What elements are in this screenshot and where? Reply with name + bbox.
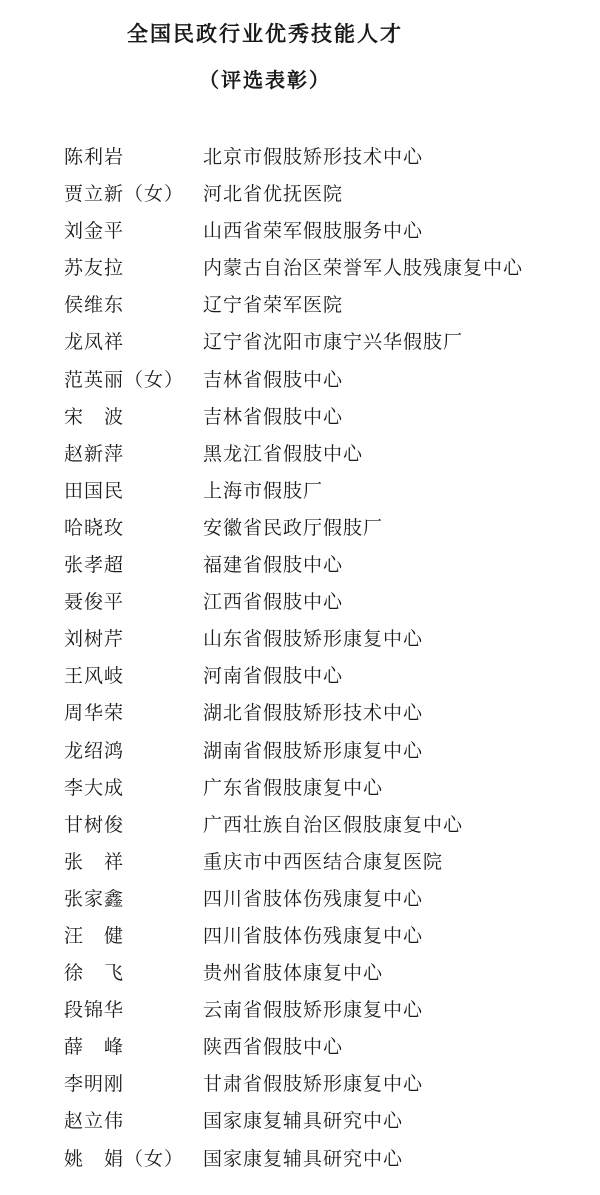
awardee-organization: 广东省假肢康复中心 bbox=[203, 776, 384, 799]
awardee-name: 李大成 bbox=[64, 776, 125, 799]
awardee-name: 张 祥 bbox=[64, 850, 125, 873]
awardee-name: 龙绍鸿 bbox=[64, 739, 125, 762]
awardee-organization: 甘肃省假肢矫形康复中心 bbox=[203, 1073, 424, 1096]
awardee-organization: 安徽省民政厅假肢厂 bbox=[203, 516, 384, 539]
awardee-organization: 福建省假肢中心 bbox=[203, 554, 344, 577]
awardee-organization: 黑龙江省假肢中心 bbox=[203, 442, 364, 465]
list-item bbox=[0, 324, 600, 361]
awardee-name: 赵新萍 bbox=[64, 442, 125, 465]
awardee-organization: 吉林省假肢中心 bbox=[203, 405, 344, 428]
awardee-organization: 山西省荣军假肢服务中心 bbox=[203, 220, 424, 243]
awardee-organization: 辽宁省荣军医院 bbox=[203, 294, 344, 317]
awardee-name: 周华荣 bbox=[64, 702, 125, 725]
awardee-organization: 河南省假肢中心 bbox=[203, 665, 344, 688]
list-item bbox=[0, 1141, 600, 1178]
awardee-name: 张孝超 bbox=[64, 554, 125, 577]
awardee-name: 张家鑫 bbox=[64, 887, 125, 910]
awardee-name: 田国民 bbox=[64, 479, 125, 502]
awardee-name: 徐 飞 bbox=[64, 962, 125, 985]
list-item bbox=[0, 250, 600, 287]
awardee-name: 宋 波 bbox=[64, 405, 125, 428]
awardee-organization: 重庆市中西医结合康复医院 bbox=[203, 850, 444, 873]
awardee-organization: 广西壮族自治区假肢康复中心 bbox=[203, 813, 464, 836]
list-item bbox=[0, 584, 600, 621]
list-item bbox=[0, 1066, 600, 1103]
awardee-organization: 辽宁省沈阳市康宁兴华假肢厂 bbox=[203, 331, 464, 354]
list-item bbox=[0, 399, 600, 436]
awardee-list bbox=[0, 139, 600, 1178]
list-item bbox=[0, 918, 600, 955]
list-item bbox=[0, 733, 600, 770]
list-item bbox=[0, 621, 600, 658]
list-item bbox=[0, 807, 600, 844]
list-item bbox=[0, 213, 600, 250]
awardee-name: 陈利岩 bbox=[64, 146, 125, 168]
awardee-organization: 湖南省假肢矫形康复中心 bbox=[203, 739, 424, 762]
list-item bbox=[0, 1103, 600, 1140]
awardee-organization: 内蒙古自治区荣誉军人肢残康复中心 bbox=[203, 257, 524, 280]
list-item bbox=[0, 695, 600, 732]
awardee-organization: 北京市假肢矫形技术中心 bbox=[203, 146, 424, 168]
awardee-name: 哈晓玫 bbox=[64, 516, 125, 539]
awardee-name: 龙凤祥 bbox=[64, 331, 125, 354]
list-item bbox=[0, 473, 600, 510]
awardee-name: 段锦华 bbox=[64, 999, 125, 1022]
awardee-organization: 国家康复辅具研究中心 bbox=[203, 1110, 404, 1133]
awardee-name: 贾立新（女） bbox=[64, 183, 185, 206]
awardee-organization: 贵州省肢体康复中心 bbox=[203, 962, 384, 985]
awardee-name: 聂俊平 bbox=[64, 591, 125, 614]
awardee-organization: 上海市假肢厂 bbox=[203, 479, 324, 502]
list-item bbox=[0, 881, 600, 918]
list-item bbox=[0, 139, 600, 176]
awardee-organization: 湖北省假肢矫形技术中心 bbox=[203, 702, 424, 725]
awardee-organization: 吉林省假肢中心 bbox=[203, 368, 344, 391]
awardee-name: 王风岐 bbox=[64, 665, 125, 688]
awardee-organization: 四川省肢体伤残康复中心 bbox=[203, 924, 424, 947]
list-item bbox=[0, 436, 600, 473]
awardee-organization: 山东省假肢矫形康复中心 bbox=[203, 628, 424, 651]
awardee-name: 刘树芹 bbox=[64, 628, 125, 651]
document-subtitle: （评选表彰） bbox=[199, 68, 331, 92]
awardee-name: 侯维东 bbox=[64, 294, 125, 317]
list-item bbox=[0, 844, 600, 881]
awardee-name: 李明刚 bbox=[64, 1073, 125, 1096]
list-item bbox=[0, 362, 600, 399]
awardee-name: 刘金平 bbox=[64, 220, 125, 243]
list-item bbox=[0, 955, 600, 992]
list-item bbox=[0, 176, 600, 213]
list-item bbox=[0, 287, 600, 324]
awardee-organization: 国家康复辅具研究中心 bbox=[203, 1147, 404, 1170]
awardee-organization: 江西省假肢中心 bbox=[203, 591, 344, 614]
list-item bbox=[0, 547, 600, 584]
list-item bbox=[0, 770, 600, 807]
awardee-organization: 河北省优抚医院 bbox=[203, 183, 344, 206]
awardee-name: 甘树俊 bbox=[64, 813, 125, 836]
awardee-name: 姚 娟（女） bbox=[64, 1147, 185, 1170]
awardee-name: 范英丽（女） bbox=[64, 368, 185, 391]
awardee-name: 汪 健 bbox=[64, 924, 125, 947]
list-item bbox=[0, 658, 600, 695]
awardee-organization: 云南省假肢矫形康复中心 bbox=[203, 999, 424, 1022]
awardee-name: 赵立伟 bbox=[64, 1110, 125, 1133]
list-item bbox=[0, 1029, 600, 1066]
awardee-name: 苏友拉 bbox=[64, 257, 125, 280]
awardee-name: 薛 峰 bbox=[64, 1036, 125, 1059]
awardee-organization: 四川省肢体伤残康复中心 bbox=[203, 887, 424, 910]
awardee-organization: 陕西省假肢中心 bbox=[203, 1036, 344, 1059]
document-title: 全国民政行业优秀技能人才 bbox=[127, 22, 403, 46]
list-item bbox=[0, 510, 600, 547]
list-item bbox=[0, 992, 600, 1029]
